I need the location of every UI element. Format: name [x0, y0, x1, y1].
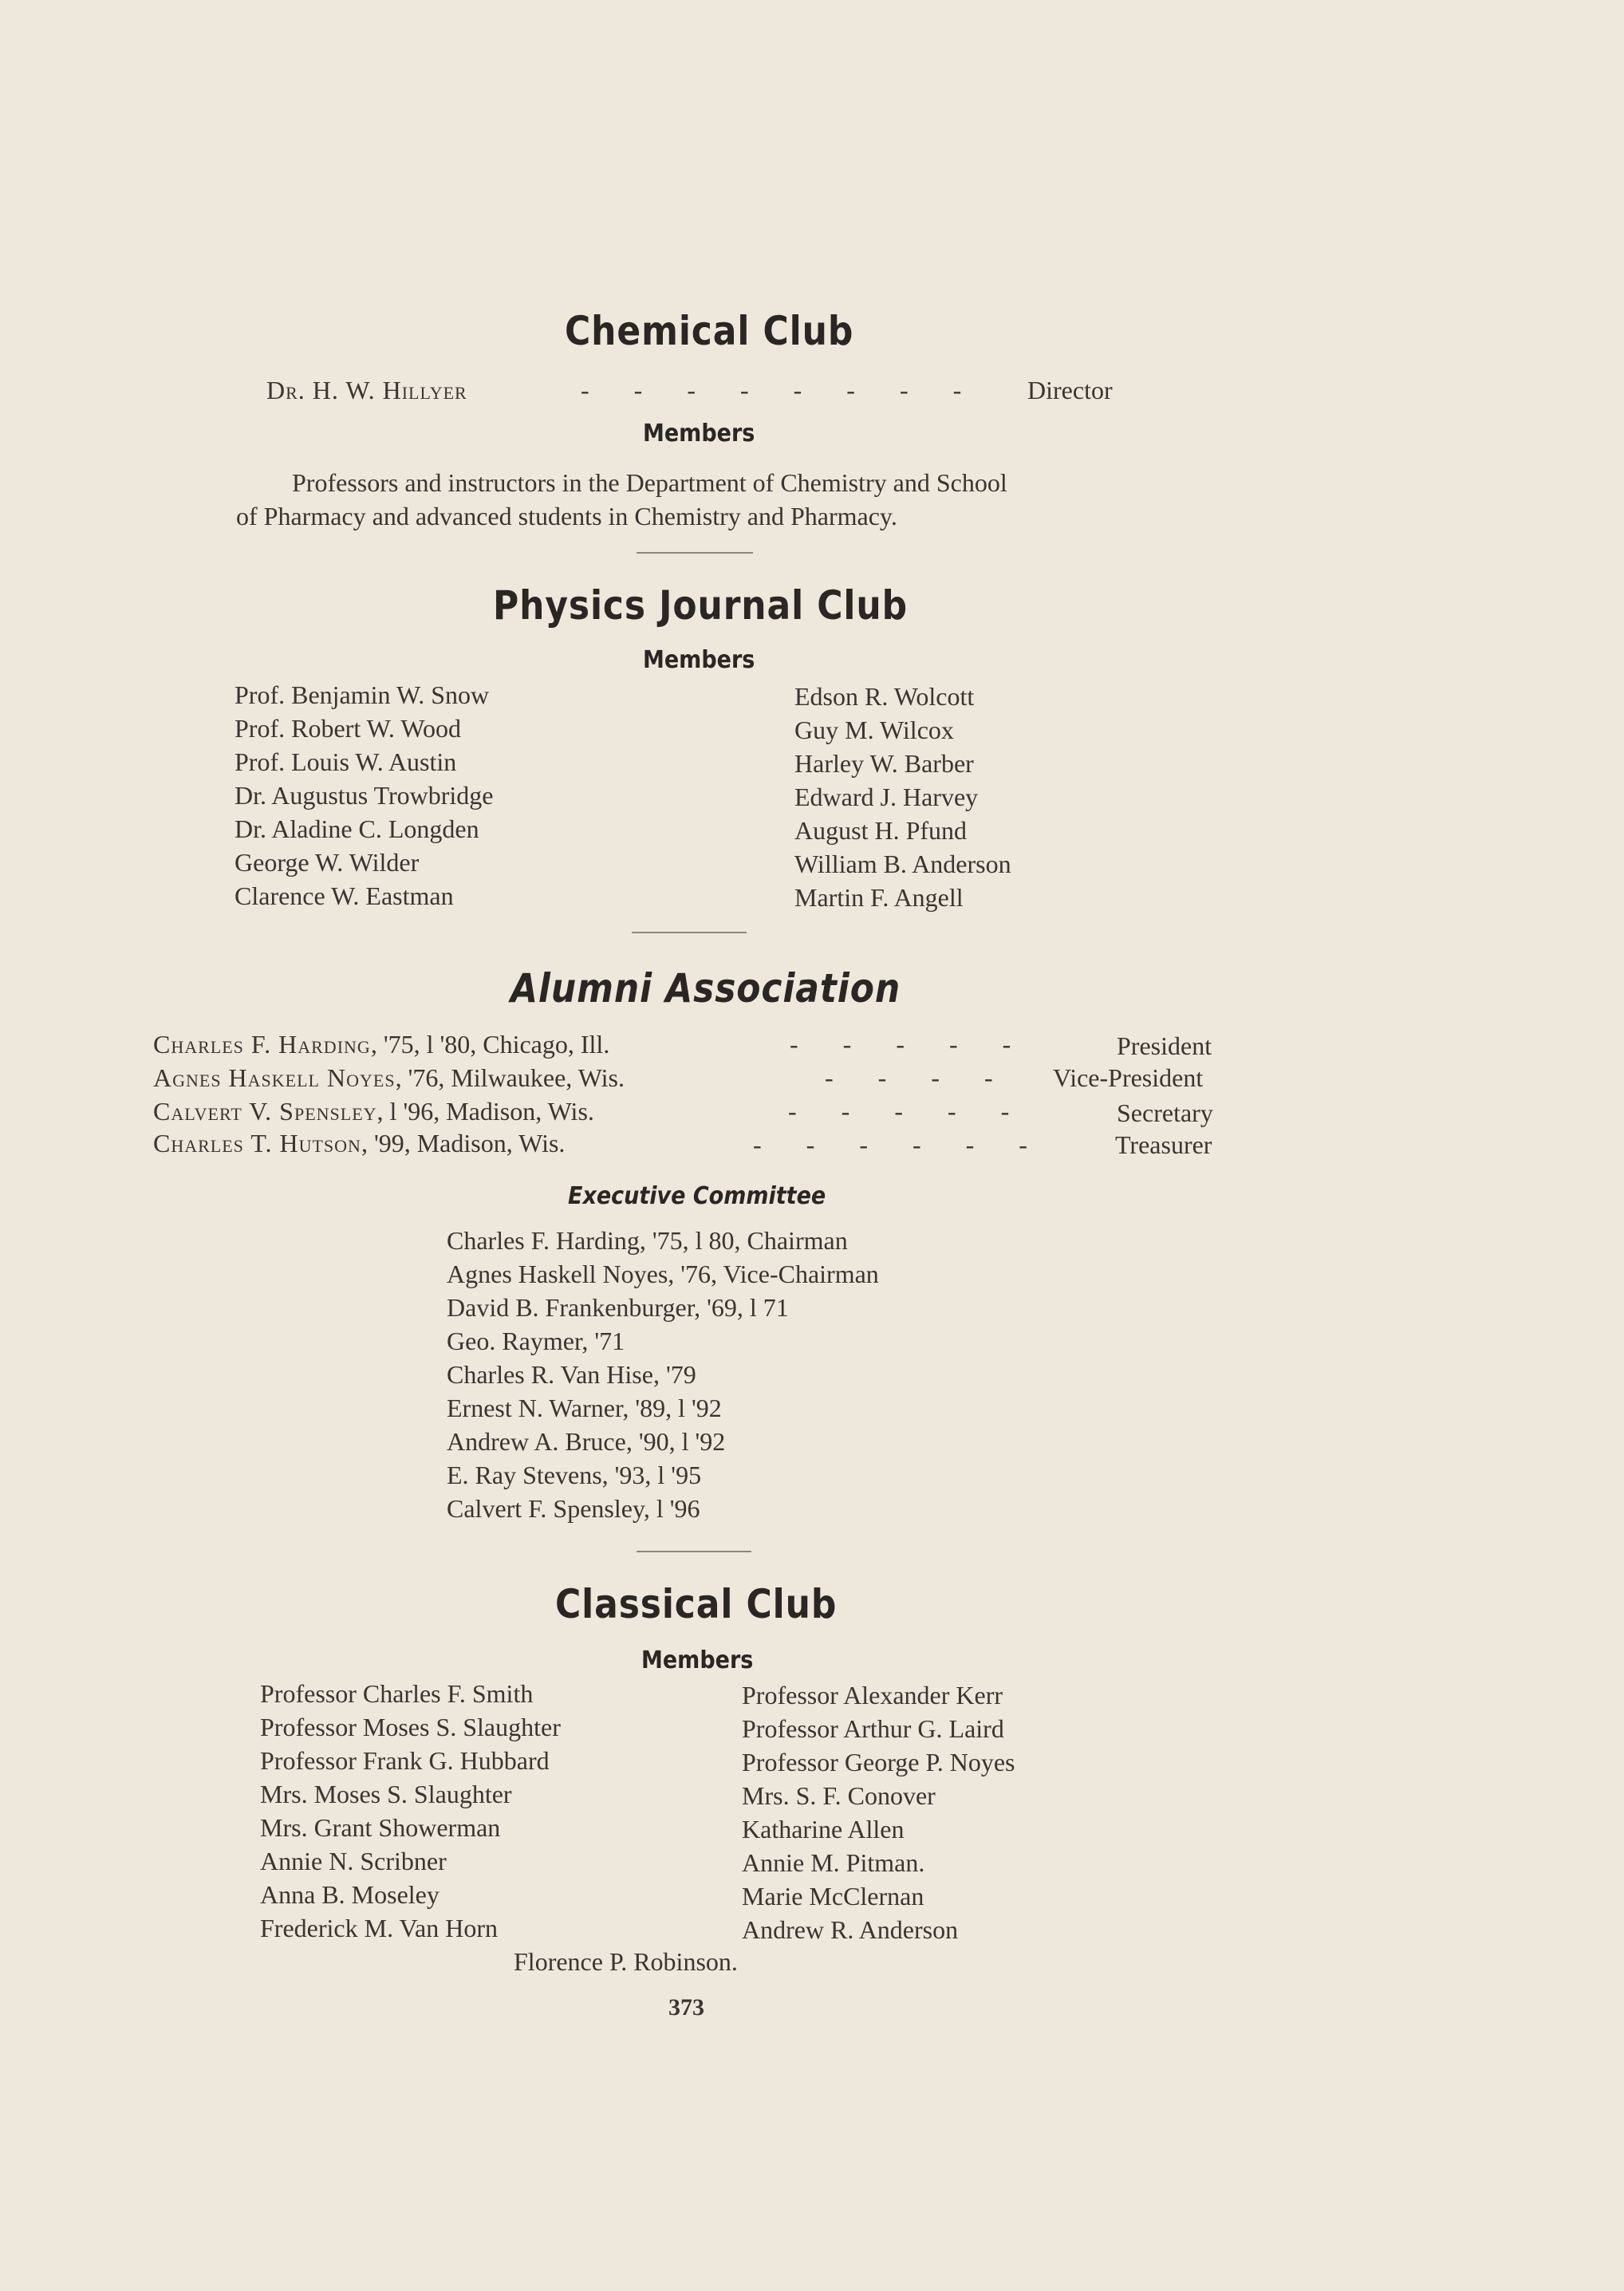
page-number: 373 — [668, 1994, 704, 2021]
physics-members-heading: Members — [643, 646, 755, 674]
list-item: Andrew R. Anderson — [742, 1915, 959, 1944]
list-item: Marie McClernan — [742, 1882, 924, 1910]
list-item: Edward J. Harvey — [794, 783, 979, 811]
section-divider — [637, 552, 753, 554]
list-item: Anna B. Moseley — [260, 1880, 440, 1909]
chemical-director-dashes: - - - - - - - - — [581, 376, 962, 404]
list-item: Prof. Robert W. Wood — [235, 714, 461, 743]
list-item: Calvert F. Spensley, l '96 — [447, 1494, 700, 1523]
section-divider — [632, 932, 747, 933]
list-item: Professor Alexander Kerr — [742, 1681, 1003, 1709]
officer-role: President — [1117, 1031, 1212, 1060]
list-item: Dr. Aladine C. Longden — [235, 814, 479, 843]
chemical-members-heading: Members — [643, 420, 755, 448]
list-item: Charles F. Harding, '75, l 80, Chairman — [447, 1226, 848, 1255]
list-item: Guy M. Wilcox — [794, 716, 954, 744]
list-item: Katharine Allen — [742, 1815, 905, 1843]
list-item: Edson R. Wolcott — [794, 682, 975, 711]
chemical-members-text-line2: of Pharmacy and advanced students in Chemistry and Pharmacy. — [236, 502, 897, 530]
list-item: Prof. Benjamin W. Snow — [235, 680, 490, 709]
officer-row: Agnes Haskell Noyes, '76, Milwaukee, Wis. — [153, 1063, 625, 1092]
list-item: August H. Pfund — [794, 816, 968, 845]
list-item: Professor Moses S. Slaughter — [260, 1713, 561, 1741]
list-item: Ernest N. Warner, '89, l '92 — [447, 1394, 722, 1422]
list-item: Harley W. Barber — [794, 749, 974, 778]
list-item: Annie N. Scribner — [260, 1847, 447, 1875]
list-item: Mrs. Moses S. Slaughter — [260, 1780, 512, 1808]
officer-dashes: - - - - - - — [753, 1130, 1027, 1159]
list-item: Prof. Louis W. Austin — [235, 747, 457, 776]
list-item: Mrs. Grant Showerman — [260, 1813, 501, 1842]
list-item: Professor Arthur G. Laird — [742, 1714, 1004, 1743]
list-item: Clarence W. Eastman — [235, 881, 454, 910]
list-item: George W. Wilder — [235, 848, 420, 877]
classical-club-title: Classical Club — [555, 1581, 838, 1627]
list-item: Annie M. Pitman. — [742, 1848, 925, 1877]
list-item: Andrew A. Bruce, '90, l '92 — [447, 1427, 726, 1456]
officer-row: Charles F. Harding, '75, l '80, Chicago, Ill. — [153, 1030, 610, 1059]
officer-dashes: - - - - - — [788, 1097, 1010, 1126]
officer-dashes: - - - - - — [790, 1030, 1011, 1059]
section-divider — [637, 1551, 751, 1552]
officer-role: Secretary — [1117, 1098, 1213, 1127]
list-item: Charles R. Van Hise, '79 — [447, 1360, 696, 1389]
list-item: E. Ray Stevens, '93, l '95 — [447, 1461, 702, 1489]
chemical-club-title: Chemical Club — [565, 308, 854, 354]
classical-final-member: Florence P. Robinson. — [514, 1947, 738, 1976]
officer-role: Treasurer — [1115, 1130, 1212, 1159]
list-item: Martin F. Angell — [794, 883, 964, 912]
officer-row: Calvert V. Spensley, l '96, Madison, Wis. — [153, 1097, 594, 1126]
list-item: Geo. Raymer, '71 — [447, 1327, 625, 1355]
executive-committee-list — [447, 1224, 879, 1525]
physics-right-column — [794, 680, 1011, 914]
executive-committee-heading: Executive Committee — [568, 1182, 826, 1210]
list-item: Mrs. S. F. Conover — [742, 1781, 936, 1810]
officer-row: Charles T. Hutson, '99, Madison, Wis. — [153, 1129, 566, 1157]
list-item: Professor Charles F. Smith — [260, 1679, 534, 1708]
chemical-director-name: Dr. H. W. Hillyer — [266, 376, 467, 404]
classical-members-heading: Members — [641, 1646, 754, 1674]
chemical-director-role: Director — [1027, 376, 1113, 404]
list-item: Professor George P. Noyes — [742, 1748, 1015, 1776]
chemical-members-text-line1: Professors and instructors in the Department of Chemistry and School — [292, 468, 1007, 497]
physics-left-column — [235, 678, 494, 913]
list-item: Dr. Augustus Trowbridge — [235, 781, 494, 810]
classical-left-column — [260, 1677, 561, 1945]
list-item: David B. Frankenburger, '69, l 71 — [447, 1293, 789, 1322]
physics-club-title: Physics Journal Club — [493, 582, 908, 629]
list-item: Professor Frank G. Hubbard — [260, 1746, 550, 1775]
officer-dashes: - - - - — [825, 1063, 993, 1092]
list-item: William B. Anderson — [794, 850, 1011, 878]
officer-role: Vice-President — [1053, 1063, 1204, 1092]
list-item: Frederick M. Van Horn — [260, 1914, 499, 1942]
list-item: Agnes Haskell Noyes, '76, Vice-Chairman — [447, 1260, 879, 1288]
alumni-association-title: Alumni Association — [510, 965, 901, 1011]
classical-right-column — [742, 1678, 1015, 1946]
